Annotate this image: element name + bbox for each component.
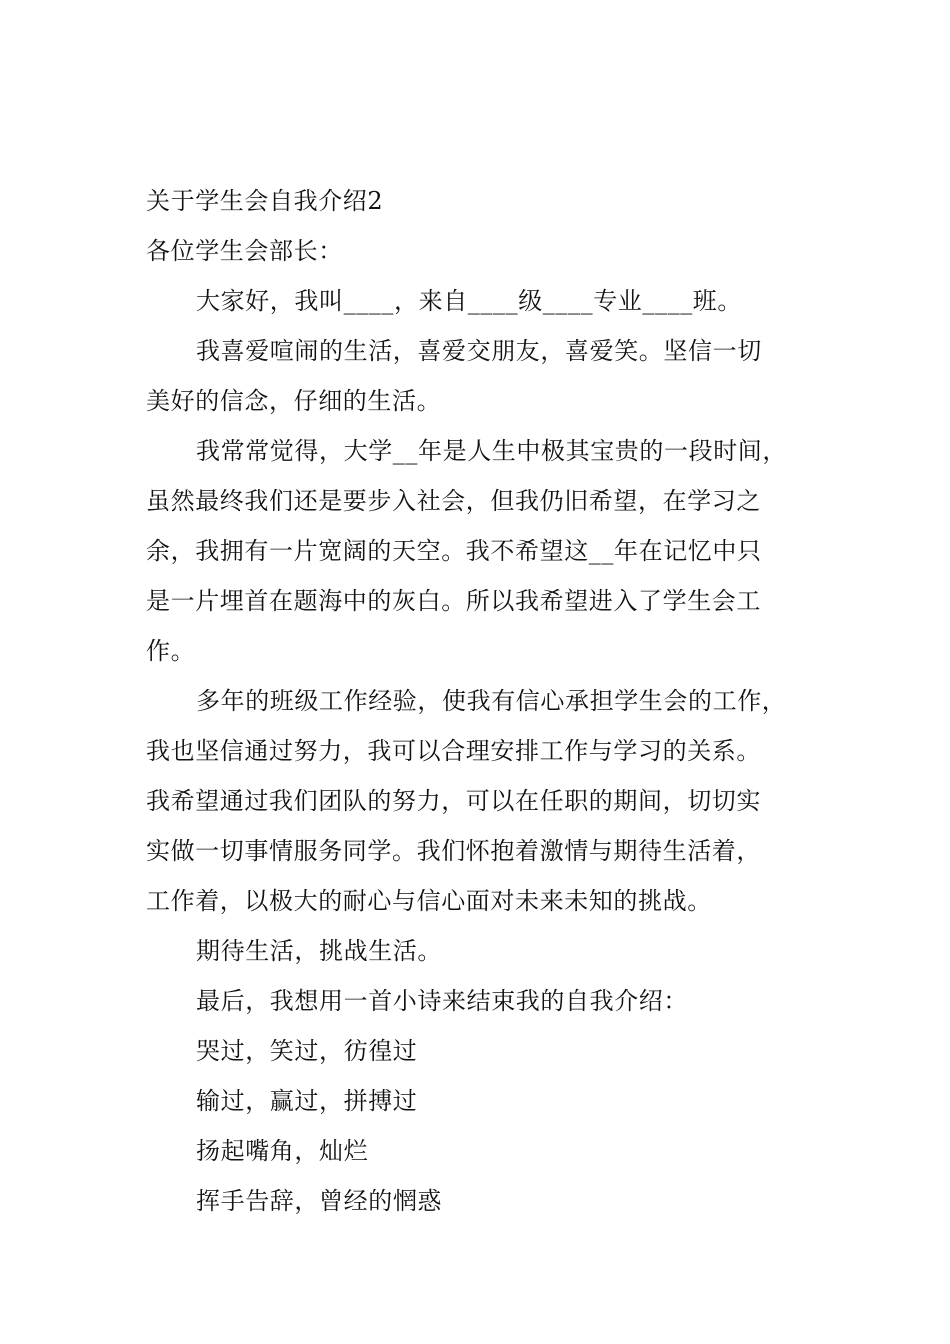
poem-line: 输过，赢过，拼搏过: [196, 1087, 418, 1115]
paragraph-experience-line-5: 工作着，以极大的耐心与信心面对未来未知的挑战。: [146, 887, 712, 915]
paragraph-hobbies-line-1: 我喜爱喧闹的生活，喜爱交朋友，喜爱笑。坚信一切: [196, 337, 762, 365]
poem-line: 挥手告辞，曾经的惘惑: [196, 1187, 442, 1215]
paragraph-university-line-5: 作。: [146, 637, 196, 665]
paragraph-university-line-4: 是一片埋首在题海中的灰白。所以我希望进入了学生会工: [146, 587, 761, 615]
paragraph-hobbies-line-2: 美好的信念，仔细的生活。: [146, 387, 442, 415]
paragraph-university-line-1: 我常常觉得，大学__年是人生中极其宝贵的一段时间，: [196, 437, 787, 465]
poem-line: 扬起嘴角，灿烂: [196, 1137, 369, 1165]
paragraph-closing: 最后，我想用一首小诗来结束我的自我介绍：: [196, 987, 688, 1015]
paragraph-university-line-2: 虽然最终我们还是要步入社会，但我仍旧希望，在学习之: [146, 487, 761, 515]
paragraph-experience-line-4: 实做一切事情服务同学。我们怀抱着激情与期待生活着，: [146, 837, 761, 865]
paragraph-experience-line-3: 我希望通过我们团队的努力，可以在任职的期间，切切实: [146, 787, 761, 815]
paragraph-experience-line-1: 多年的班级工作经验，使我有信心承担学生会的工作，: [196, 687, 787, 715]
document-title: 关于学生会自我介绍2: [146, 187, 384, 215]
paragraph-motto: 期待生活，挑战生活。: [196, 937, 442, 965]
paragraph-university-line-3: 余，我拥有一片宽阔的天空。我不希望这__年在记忆中只: [146, 537, 762, 565]
paragraph-experience-line-2: 我也坚信通过努力，我可以合理安排工作与学习的关系。: [146, 737, 761, 765]
poem-line: 哭过，笑过，彷徨过: [196, 1037, 418, 1065]
salutation: 各位学生会部长：: [146, 237, 343, 265]
paragraph-greeting: 大家好，我叫____，来自____级____专业____班。: [196, 287, 742, 315]
